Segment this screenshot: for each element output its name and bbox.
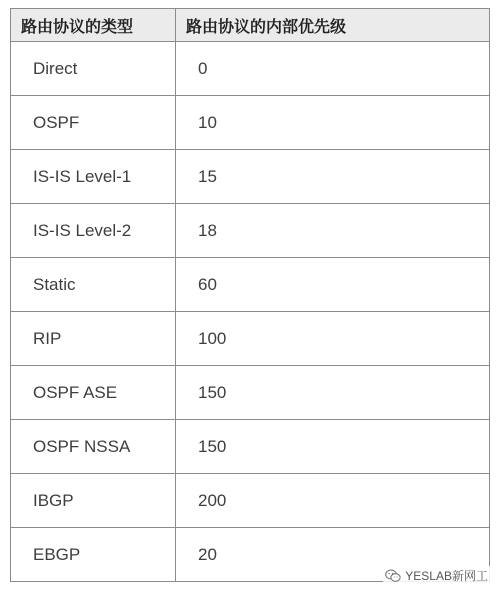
priority-cell: 150 — [176, 420, 490, 474]
protocol-cell: EBGP — [11, 528, 176, 582]
priority-cell: 18 — [176, 204, 490, 258]
header-protocol-type: 路由协议的类型 — [11, 9, 176, 42]
protocol-cell: OSPF NSSA — [11, 420, 176, 474]
table-row — [11, 420, 490, 474]
wechat-icon — [385, 569, 401, 583]
table-row — [11, 258, 490, 312]
priority-cell: 10 — [176, 96, 490, 150]
table-row — [11, 312, 490, 366]
protocol-cell: Static — [11, 258, 176, 312]
table-header-row — [11, 9, 490, 42]
priority-table — [10, 8, 490, 582]
table-row — [11, 204, 490, 258]
table-row — [11, 150, 490, 204]
priority-cell: 15 — [176, 150, 490, 204]
protocol-cell: RIP — [11, 312, 176, 366]
protocol-cell: IBGP — [11, 474, 176, 528]
protocol-cell: OSPF ASE — [11, 366, 176, 420]
protocol-cell: IS-IS Level-2 — [11, 204, 176, 258]
protocol-cell: OSPF — [11, 96, 176, 150]
priority-cell: 60 — [176, 258, 490, 312]
priority-cell: 20 — [176, 528, 490, 582]
priority-cell: 0 — [176, 42, 490, 96]
priority-cell: 100 — [176, 312, 490, 366]
header-internal-priority: 路由协议的内部优先级 — [176, 9, 490, 42]
priority-cell: 200 — [176, 474, 490, 528]
table-row — [11, 42, 490, 96]
watermark — [383, 566, 490, 585]
table-row — [11, 474, 490, 528]
table-row — [11, 366, 490, 420]
protocol-cell: Direct — [11, 42, 176, 96]
watermark-text: YESLAB新网工 — [405, 569, 488, 583]
table-row — [11, 96, 490, 150]
protocol-cell: IS-IS Level-1 — [11, 150, 176, 204]
priority-cell: 150 — [176, 366, 490, 420]
